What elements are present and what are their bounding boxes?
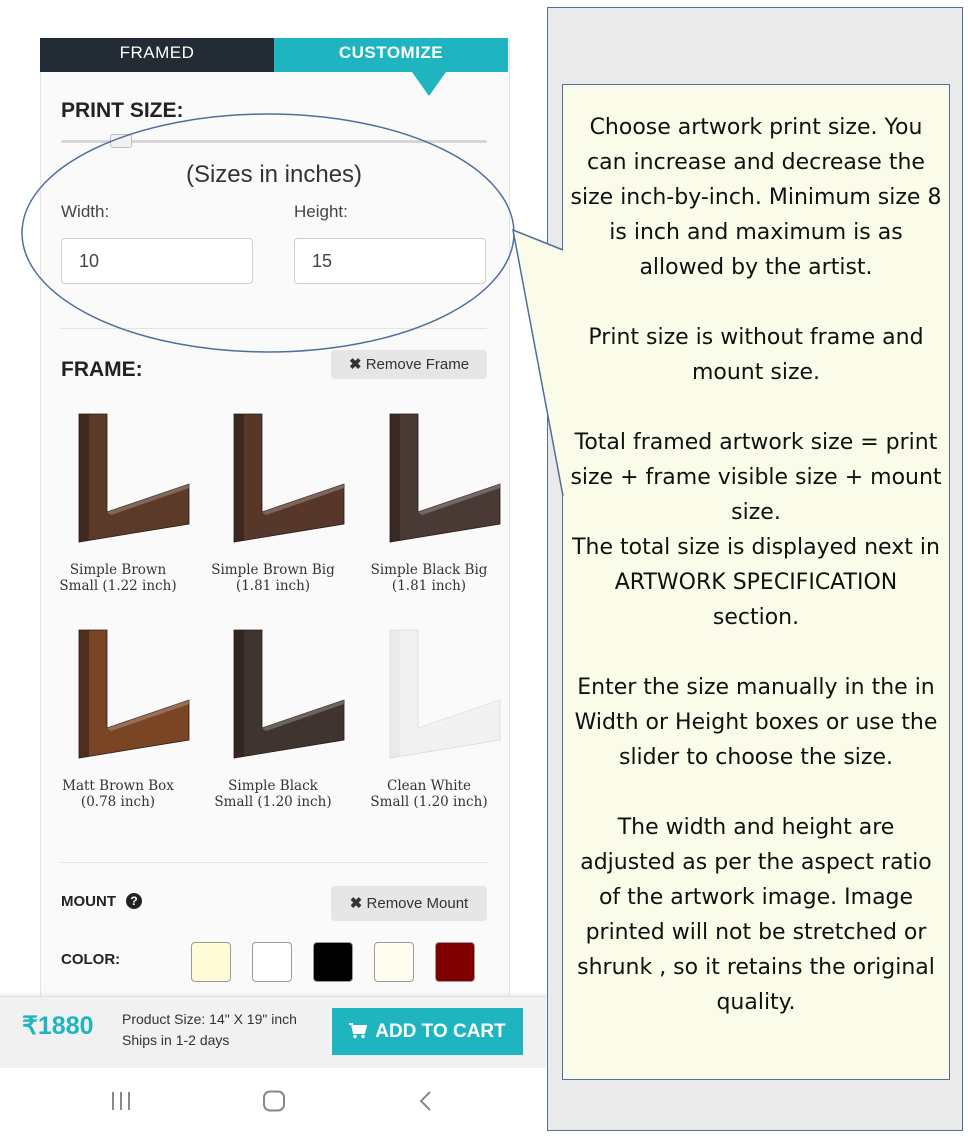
mount-color-swatch[interactable] [313, 942, 353, 982]
frame-swatch-image [43, 628, 193, 778]
product-size: Product Size: 14" X 19" inch [122, 1011, 297, 1027]
home-icon[interactable] [262, 1090, 286, 1112]
divider [61, 328, 487, 329]
print-size-title: PRINT SIZE: [61, 99, 184, 122]
frame-swatch-image [198, 412, 348, 562]
frame-option[interactable] [198, 412, 348, 602]
shipping-info: Ships in 1-2 days [122, 1032, 230, 1048]
close-icon: ✖ [348, 356, 362, 373]
callout-text: Choose artwork print size. You can increase and decrease the size inch-by-inch. Minimum size 8 is inch and maximum is as allowed by the artist. Print size is without frame and mount size. Total framed artwork size = print size + frame visible size + mount size. The total size is displayed next in ARTWORK SPECIFICATION section. Enter the size manually in the in Width or Height boxes or use the slider to choose the size. The width and height are adjusted as per the aspect ratio of the artwork image. Image printed will not be stretched or shrunk , so it retains the original quality. [570, 115, 942, 1015]
close-icon: ✖ [349, 895, 363, 912]
frame-name: Matt Brown Box [62, 778, 174, 794]
add-to-cart-label: ADD TO CART [375, 1021, 506, 1042]
frame-swatch-image [43, 412, 193, 562]
frame-size: Small (1.22 inch) [59, 578, 177, 594]
frame-size: Small (1.20 inch) [370, 794, 488, 810]
price: ₹1880 [22, 1012, 94, 1040]
frame-size: (1.81 inch) [391, 578, 467, 594]
divider [61, 862, 487, 863]
width-label: Width: [61, 202, 110, 221]
frame-option[interactable] [43, 412, 193, 602]
frame-swatch-image [354, 412, 504, 562]
mount-color-title: COLOR: [61, 951, 121, 968]
tab-framed[interactable]: FRAMED [40, 38, 274, 72]
frame-size: (0.78 inch) [80, 794, 156, 810]
height-input[interactable] [294, 238, 486, 284]
frame-name: Simple Brown Big [211, 562, 335, 578]
frame-option[interactable] [43, 628, 193, 818]
mount-color-swatch[interactable] [435, 942, 475, 982]
sizes-caption: (Sizes in inches) [185, 161, 363, 188]
size-slider-thumb[interactable] [110, 134, 132, 148]
mount-color-swatch[interactable] [374, 942, 414, 982]
mount-color-swatch[interactable] [252, 942, 292, 982]
tab-customize[interactable]: CUSTOMIZE [274, 38, 508, 72]
frame-name: Clean White [387, 778, 471, 794]
active-tab-indicator [412, 72, 446, 96]
remove-mount-button[interactable] [331, 886, 487, 921]
add-to-cart-button[interactable] [332, 1008, 523, 1055]
recent-apps-icon[interactable] [110, 1090, 132, 1112]
question-circle-icon[interactable]: ? [126, 893, 142, 909]
back-icon[interactable] [418, 1090, 434, 1112]
frame-option[interactable] [354, 412, 504, 602]
frame-title: FRAME: [61, 358, 143, 381]
mount-title: MOUNT [61, 893, 116, 910]
frame-name: Simple Brown [69, 562, 167, 578]
frame-option[interactable] [198, 628, 348, 818]
frame-size: (1.81 inch) [235, 578, 311, 594]
frame-option[interactable] [354, 628, 504, 818]
cart-icon [349, 1023, 367, 1039]
remove-mount-label: Remove Mount [366, 895, 469, 912]
frame-name: Simple Black [228, 778, 318, 794]
remove-frame-button[interactable] [331, 350, 487, 379]
frame-swatch-image [354, 628, 504, 778]
mount-color-swatch[interactable] [191, 942, 231, 982]
width-input[interactable] [61, 238, 253, 284]
frame-swatch-image [198, 628, 348, 778]
height-label: Height: [294, 202, 348, 221]
frame-size: Small (1.20 inch) [214, 794, 332, 810]
remove-frame-label: Remove Frame [365, 356, 470, 373]
frame-name: Simple Black Big [370, 562, 488, 578]
